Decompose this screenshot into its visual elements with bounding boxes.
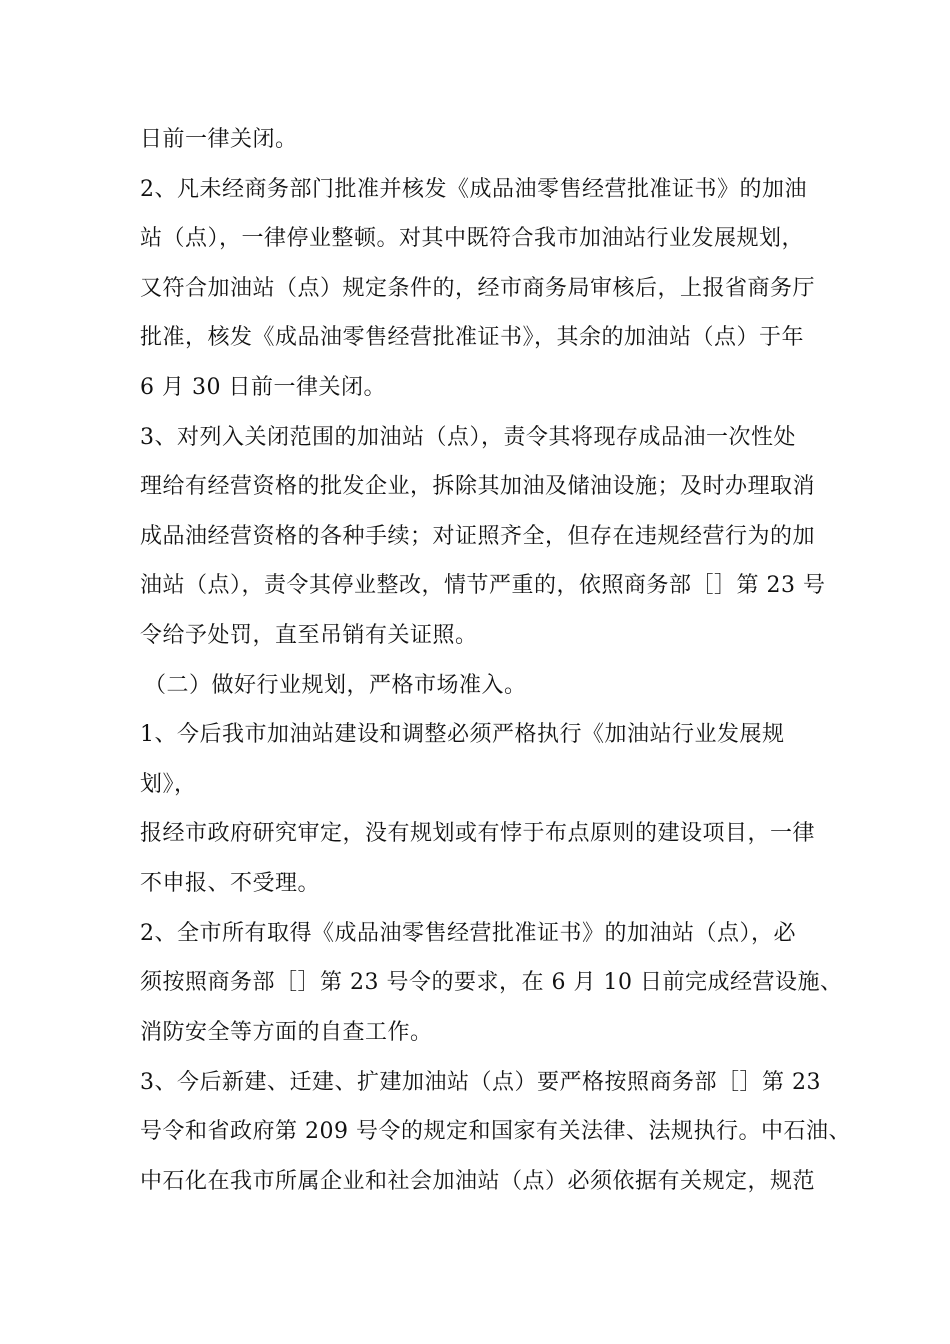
text-line: 成品油经营资格的各种手续；对证照齐全，但存在违规经营行为的加 <box>140 524 816 549</box>
text-line: 3、对列入关闭范围的加油站（点），责令其将现存成品油一次性处 <box>140 425 796 450</box>
text-line: 批准，核发《成品油零售经营批准证书》，其余的加油站（点）于年 <box>140 325 805 350</box>
text-line: 1、今后我市加油站建设和调整必须严格执行《加油站行业发展规 <box>140 722 785 747</box>
text-line: 令给予处罚，直至吊销有关证照。 <box>140 623 478 648</box>
text-line: 不申报、不受理。 <box>140 871 321 896</box>
text-line: 消防安全等方面的自查工作。 <box>140 1020 433 1045</box>
text-line: 油站（点），责令其停业整改，情节严重的，依照商务部［］第 23 号 <box>140 573 826 598</box>
text-line: 6 月 30 日前一律关闭。 <box>140 375 386 400</box>
text-line: 又符合加油站（点）规定条件的，经市商务局审核后，上报省商务厅 <box>140 276 816 301</box>
text-line: 站（点），一律停业整顿。对其中既符合我市加油站行业发展规划， <box>140 226 805 251</box>
text-line: 日前一律关闭。 <box>140 127 298 152</box>
text-line: 中石化在我市所属企业和社会加油站（点）必须依据有关规定，规范 <box>140 1169 816 1194</box>
text-line: 号令和省政府第 209 号令的规定和国家有关法律、法规执行。中石油、 <box>140 1119 851 1144</box>
text-line: 2、全市所有取得《成品油零售经营批准证书》的加油站（点），必 <box>140 921 796 946</box>
text-line: 2、凡未经商务部门批准并核发《成品油零售经营批准证书》的加油 <box>140 177 807 202</box>
text-line: 划》， <box>140 772 197 797</box>
text-line: 理给有经营资格的批发企业，拆除其加油及储油设施；及时办理取消 <box>140 474 816 499</box>
text-line: 3、今后新建、迁建、扩建加油站（点）要严格按照商务部［］第 23 <box>140 1070 821 1095</box>
text-line: 须按照商务部［］第 23 号令的要求，在 6 月 10 日前完成经营设施、 <box>140 970 843 995</box>
section-heading: （二）做好行业规划，严格市场准入。 <box>144 673 527 698</box>
text-line: 报经市政府研究审定，没有规划或有悖于布点原则的建设项目，一律 <box>140 821 816 846</box>
